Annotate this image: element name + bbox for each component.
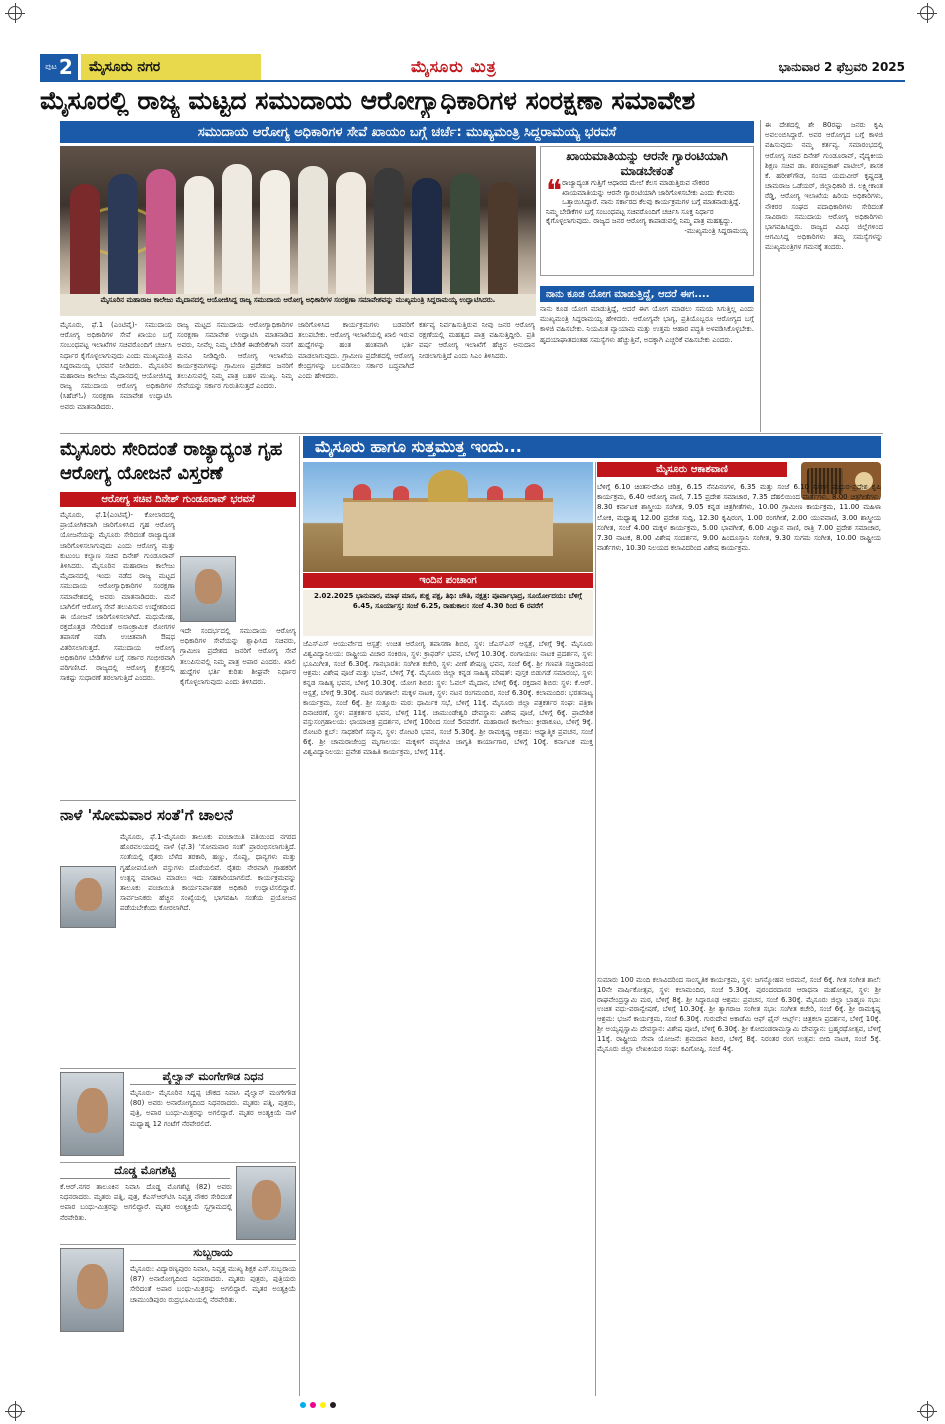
photo-person bbox=[374, 168, 404, 294]
color-swatches bbox=[300, 1402, 336, 1408]
lead-right-column: ಈ ದೇಶದಲ್ಲಿ ಶೇ 80ರಷ್ಟು ಜನರು ಕೃಷಿ ಅವಲಂಬಿಸಿದ್ದಾರೆ. ಅವರ ಆರೋಗ್ಯದ ಬಗ್ಗೆ ಕಾಳಜಿ ವಹಿಸುವುದು ನಮ್ಮ ಕರ್ತವ್ಯ. ಸಮಾರಂಭದಲ್ಲಿ ಆರೋಗ್ಯ ಸಚಿವ ದಿನೇಶ್ ಗುಂಡೂರಾವ್, ವೈದ್ಯಕೀಯ ಶಿಕ್ಷಣ ಸಚಿವ ಡಾ. ಶರಣಪ್ರಕಾಶ್ ಪಾಟೀಲ್, ಶಾಸಕ ಕೆ. ಹರೀಶ್‌ಗೌಡ, ಸಂಸದ ಯದುವೀರ್ ಕೃಷ್ಣದತ್ತ ಚಾಮರಾಜ ಒಡೆಯರ್, ಜಿಲ್ಲಾಧಿಕಾರಿ ಜಿ. ಲಕ್ಷ್ಮೀಕಾಂತ ರೆಡ್ಡಿ, ಆರೋಗ್ಯ ಇಲಾಖೆಯ ಹಿರಿಯ ಅಧಿಕಾರಿಗಳು, ನೌಕರರ ಸಂಘದ ಪದಾಧಿಕಾರಿಗಳು ಸೇರಿದಂತೆ ಸಾವಿರಾರು ಸಮುದಾಯ ಆರೋಗ್ಯ ಅಧಿಕಾರಿಗಳು ಭಾಗವಹಿಸಿದ್ದರು. ರಾಜ್ಯದ ವಿವಿಧ ಜಿಲ್ಲೆಗಳಿಂದ ಆಗಮಿಸಿದ್ದ ಅಧಿಕಾರಿಗಳು ತಮ್ಮ ಸಮಸ್ಯೆಗಳನ್ನು ಮುಖ್ಯಮಂತ್ರಿಗಳ ಗಮನಕ್ಕೆ ತಂದರು. bbox=[765, 121, 883, 252]
lead-photo bbox=[60, 146, 536, 294]
palace-dome bbox=[487, 486, 503, 500]
lead-body-column: ರಾಜ್ಯ ಮಟ್ಟದ ಸಮುದಾಯ ಆರೋಗ್ಯಾಧಿಕಾರಿಗಳ ಸಂರಕ್ಷಣಾ ಸಮಾವೇಶ ಉದ್ಘಾಟಿಸಿ ಮಾತನಾಡಿದ ಅವರು, ನೀವೆಲ್ಲ ನಿಮ್ಮ ಬೇಡಿಕೆ ಈಡೇರಿಕೆಗಾಗಿ ನನಗೆ ಮನವಿ ನೀಡಿದ್ದೀರಿ. ಆರೋಗ್ಯ ಇಲಾಖೆಯ ಕಾರ್ಯಕ್ರಮಗಳನ್ನು ಗ್ರಾಮೀಣ ಪ್ರದೇಶದ ಜನರಿಗೆ ತಲುಪಿಸುವಲ್ಲಿ ನಿಮ್ಮ ಪಾತ್ರ ಬಹಳ ಮುಖ್ಯ. ನಿಮ್ಮ ಸೇವೆಯನ್ನು ಸರ್ಕಾರ ಗುರುತಿಸುತ್ತದೆ ಎಂದರು. bbox=[177, 321, 293, 391]
photo-person bbox=[184, 176, 214, 294]
section-divider bbox=[60, 1162, 296, 1163]
column-divider bbox=[595, 462, 596, 1396]
registration-mark-icon bbox=[8, 6, 22, 20]
photo-person bbox=[298, 166, 328, 294]
palace-photo bbox=[303, 462, 593, 572]
quote-title: ಖಾಯಮಾತಿಯನ್ನು ಆರನೇ ಗ್ಯಾರಂಟಿಯಾಗಿ ಮಾಡಬೇಕಂತೆ bbox=[566, 149, 728, 178]
palace-dome bbox=[393, 486, 409, 500]
swatch-black bbox=[330, 1402, 336, 1408]
story2-headline: ಮೈಸೂರು ಸೇರಿದಂತೆ ರಾಜ್ಯಾದ್ಯಂತ ಗೃಹ ಆರೋಗ್ಯ ಯೋಜನೆ ವಿಸ್ತರಣೆ bbox=[60, 439, 283, 484]
obituary-face bbox=[252, 1180, 281, 1220]
page-label: ಪುಟ bbox=[45, 62, 57, 71]
photo-person bbox=[336, 172, 366, 294]
lead-body-column: ಮೈಸೂರು, ಫೆ.1 (ಎಂಟಿವೈ)- ಸಮುದಾಯ ಆರೋಗ್ಯ ಅಧಿಕಾರಿಗಳ ಸೇವೆ ಖಾಯಂ ಬಗ್ಗೆ ಸಂಬಂಧಪಟ್ಟ ಇಲಾಖೆಗಳ ಸಚಿವರೊಂದಿಗೆ ಚರ್ಚಿಸಿ ನಿರ್ಧಾರ ಕೈಗೊಳ್ಳಲಾಗುವುದು ಎಂದು ಮುಖ್ಯಮಂತ್ರಿ ಸಿದ್ದರಾಮಯ್ಯ ಭರವಸೆ ನೀಡಿದರು. ಮೈಸೂರಿನ ಮಹಾರಾಜ ಕಾಲೇಜು ಮೈದಾನದಲ್ಲಿ ಆಯೋಜಿಸಿದ್ದ ರಾಜ್ಯ ಸಮುದಾಯ ಆರೋಗ್ಯ ಅಧಿಕಾರಿಗಳ (ಸಿಹೆಚ್‌ಓ) ಸಂರಕ್ಷಣಾ ಸಮಾವೇಶ ಉದ್ಘಾಟಿಸಿ ಅವರು ಮಾತನಾಡಿದರು. bbox=[60, 321, 172, 411]
panchanga-label: ಇಂದಿನ ಪಂಚಾಂಗ bbox=[303, 573, 593, 588]
photo-person bbox=[450, 173, 480, 294]
quote-body: ರಾಜ್ಯಾದ್ಯಂತ ಗುತ್ತಿಗೆ ಆಧಾರದ ಮೇಲೆ ಕೆಲಸ ಮಾಡುತ್ತಿರುವ ನೌಕರರ ಖಾಯಮಾತಿಯನ್ನು ಆರನೇ ಗ್ಯಾರಂಟಿಯಾಗಿ ಜಾರಿಗೊಳಿಸಬೇಕು ಎಂದು ಕೆಲವರು ಒತ್ತಾಯಿಸಿದ್ದಾರೆ. ನಾನು ಸರ್ಕಾರದ ಕೆಲವು ಕಾರ್ಯಕ್ರಮಗಳ ಬಗ್ಗೆ ಮಾತನಾಡುತ್ತಿದ್ದೆ. ನಿಮ್ಮ ಬೇಡಿಕೆಗಳ ಬಗ್ಗೆ ಸಂಬಂಧಪಟ್ಟ ಸಚಿವರೊಂದಿಗೆ ಚರ್ಚಿಸಿ ಸೂಕ್ತ ನಿರ್ಧಾರ ಕೈಗೊಳ್ಳಲಾಗುವುದು. ರಾಜ್ಯದ ಜನರ ಆರೋಗ್ಯ ಕಾಪಾಡುವಲ್ಲಿ ನಿಮ್ಮ ಪಾತ್ರ ಮಹತ್ವದ್ದು. bbox=[546, 179, 741, 225]
minister-photo bbox=[180, 556, 236, 622]
page-badge bbox=[40, 54, 78, 80]
obituary-face bbox=[77, 1088, 108, 1133]
obituary-body: ಕೆ.ಆರ್.ನಗರ ತಾಲೂಕಿನ ನಿವಾಸಿ ದೊಡ್ಡ ಮೊಗಶೆಟ್ಟಿ (82) ಅವರು ನಿಧನರಾದರು. ಮೃತರು ಪತ್ನಿ, ಪುತ್ರ, ಕೆಎಸ್‌ಆರ್‌ಟಿಸಿ ನಿವೃತ್ತ ನೌಕರ ಸೇರಿದಂತೆ ಅಪಾರ ಬಂಧು-ಮಿತ್ರರನ್ನು ಅಗಲಿದ್ದಾರೆ. ಮೃತರ ಅಂತ್ಯಕ್ರಿಯೆ ಸ್ವಗ್ರಾಮದಲ್ಲಿ ನೆರವೇರಿತು. bbox=[60, 1183, 232, 1222]
page-number: 2 bbox=[58, 55, 73, 79]
section-divider bbox=[60, 1244, 296, 1245]
akashvani-box bbox=[597, 462, 881, 972]
yoga-box-title: ನಾನು ಕೂಡ ಯೋಗ ಮಾಡುತ್ತಿದ್ದೆ, ಆದರೆ ಈಗ.... bbox=[540, 286, 754, 302]
palace-building bbox=[343, 498, 553, 556]
story3-headline: ನಾಳೆ 'ಸೋಮವಾರ ಸಂತೆ'ಗೆ ಚಾಲನೆ bbox=[60, 806, 233, 824]
story3-face bbox=[75, 878, 102, 911]
lead-subhead: ಸಮುದಾಯ ಆರೋಗ್ಯ ಅಧಿಕಾರಿಗಳ ಸೇವೆ ಖಾಯಂ ಬಗ್ಗೆ ಚರ್ಚೆ: ಮುಖ್ಯಮಂತ್ರಿ ಸಿದ್ದರಾಮಯ್ಯ ಭರವಸೆ bbox=[60, 121, 754, 143]
palace-dome bbox=[428, 470, 468, 502]
swatch-cyan bbox=[300, 1402, 306, 1408]
photo-person bbox=[70, 184, 100, 294]
story3-body: ಮೈಸೂರು, ಫೆ.1-ಮೈಸೂರು ತಾಲೂಕು ಪಂಚಾಯಿತಿ ವತಿಯಿಂದ ನಗರದ ಹೊರವಲಯದಲ್ಲಿ ನಾಳೆ (ಫೆ.3) 'ಸೋಮವಾರ ಸಂತೆ' ಪ್ರಾರಂಭಿಸಲಾಗುತ್ತಿದೆ. ಸಂತೆಯಲ್ಲಿ ರೈತರು ಬೆಳೆದ ತರಕಾರಿ, ಹಣ್ಣು, ಸೊಪ್ಪು, ಧಾನ್ಯಗಳು ಮತ್ತು ಗೃಹೋಪಯೋಗಿ ವಸ್ತುಗಳು ದೊರೆಯಲಿವೆ. ರೈತರು ನೇರವಾಗಿ ಗ್ರಾಹಕರಿಗೆ ಉತ್ಪನ್ನ ಮಾರಾಟ ಮಾಡಲು ಇದು ಸಹಕಾರಿಯಾಗಲಿದೆ. ಕಾರ್ಯಕ್ರಮವನ್ನು ತಾಲೂಕು ಪಂಚಾಯಿತಿ ಕಾರ್ಯನಿರ್ವಾಹಕ ಅಧಿಕಾರಿ ಉದ್ಘಾಟಿಸಲಿದ್ದಾರೆ. ಸಾರ್ವಜನಿಕರು ಹೆಚ್ಚಿನ ಸಂಖ್ಯೆಯಲ್ಲಿ ಭಾಗವಹಿಸಿ ಸಂತೆಯ ಪ್ರಯೋಜನ ಪಡೆಯಬೇಕೆಂದು ಕೋರಲಾಗಿದೆ. bbox=[120, 833, 296, 913]
obituary-name: ಪೈಲ್ವಾನ್ ಮಂಗೇಗೌಡ ನಿಧನ bbox=[130, 1070, 296, 1085]
photo-person bbox=[488, 182, 518, 294]
minister-face bbox=[195, 569, 222, 604]
obituary-name: ದೊಡ್ಡ ಮೊಗಶೆಟ್ಟಿ bbox=[60, 1164, 230, 1179]
section-divider bbox=[60, 800, 296, 801]
issue-date: ಭಾನುವಾರ 2 ಫೆಬ್ರವರಿ 2025 bbox=[778, 59, 905, 74]
photo-person bbox=[412, 178, 442, 294]
obituary-body: ಮೈಸೂರು: ವಿದ್ಯಾರಣ್ಯಪುರಂ ನಿವಾಸಿ, ನಿವೃತ್ತ ಮುಖ್ಯ ಶಿಕ್ಷಕ ಎಸ್.ಸುಬ್ಬರಾಯ (87) ಅನಾರೋಗ್ಯದಿಂದ ನಿಧನರಾದರು. ಮೃತರು ಪುತ್ರರು, ಪುತ್ರಿಯರು ಸೇರಿದಂತೆ ಅಪಾರ ಬಂಧು-ಮಿತ್ರರನ್ನು ಅಗಲಿದ್ದಾರೆ. ಮೃತರ ಅಂತ್ಯಕ್ರಿಯೆ ಚಾಮುಂಡಿಪುರಂ ರುದ್ರಭೂಮಿಯಲ್ಲಿ ನೆರವೇರಿತು. bbox=[130, 1265, 296, 1304]
story2-kicker: ಆರೋಗ್ಯ ಸಚಿವ ದಿನೇಶ್ ಗುಂಡೂರಾವ್ ಭರವಸೆ bbox=[60, 492, 296, 507]
masthead bbox=[40, 54, 905, 82]
column-divider bbox=[299, 436, 300, 1396]
obituary-photo bbox=[60, 1072, 124, 1156]
obituary-body: ಮೈಸೂರು- ಮೈಸೂರಿನ ಸಿದ್ದಪ್ಪ ಚೌಕದ ನಿವಾಸಿ ಪೈಲ್ವಾನ್ ಮಂಗೇಗೌಡ (80) ಅವರು ಅನಾರೋಗ್ಯದಿಂದ ನಿಧನರಾದರು. ಮೃತರು ಪತ್ನಿ, ಪುತ್ರರು, ಪುತ್ರಿ, ಅಪಾರ ಬಂಧು-ಮಿತ್ರರನ್ನು ಅಗಲಿದ್ದಾರೆ. ಮೃತರ ಅಂತ್ಯಕ್ರಿಯೆ ನಾಳೆ ಮಧ್ಯಾಹ್ನ 12 ಗಂಟೆಗೆ ನೆರವೇರಲಿದೆ. bbox=[130, 1089, 296, 1128]
palace-dome bbox=[353, 484, 371, 500]
obituary-name: ಸುಬ್ಬರಾಯ bbox=[130, 1246, 296, 1261]
lead-photo-caption: ಮೈಸೂರಿನ ಮಹಾರಾಜ ಕಾಲೇಜು ಮೈದಾನದಲ್ಲಿ ಆಯೋಜಿಸಿದ್ದ ರಾಜ್ಯ ಸಮುದಾಯ ಆರೋಗ್ಯ ಅಧಿಕಾರಿಗಳ ಸಂರಕ್ಷಣಾ ಸಮಾವೇಶವನ್ನು ಮುಖ್ಯಮಂತ್ರಿ ಸಿದ್ದರಾಮಯ್ಯ ಉದ್ಘಾಟಿಸಿದರು. bbox=[60, 294, 536, 316]
registration-mark-icon bbox=[920, 1404, 934, 1418]
section-divider bbox=[60, 1068, 296, 1069]
akashvani-label: ಮೈಸೂರು ಆಕಾಶವಾಣಿ bbox=[597, 462, 787, 477]
events-listing: ಸುಮಾರು 100 ಮಂದಿ ಕಲಾವಿದರಿಂದ ಸಾಂಸ್ಕೃತಿಕ ಕಾರ್ಯಕ್ರಮ, ಸ್ಥಳ: ಜಗನ್ಮೋಹನ ಅರಮನೆ, ಸಂಜೆ 6ಕ್ಕೆ. ಗೀತ ಸಂಗೀತ ಶಾಲೆ: 10ನೇ ವಾರ್ಷಿಕೋತ್ಸವ, ಸ್ಥಳ: ಕಲಾಮಂದಿರ, ಸಂಜೆ 5.30ಕ್ಕೆ. ಪುರಂದರದಾಸರ ಆರಾಧನಾ ಮಹೋತ್ಸವ, ಸ್ಥಳ: ಶ್ರೀ ರಾಘವೇಂದ್ರಸ್ವಾಮಿ ಮಠ, ಬೆಳಿಗ್ಗೆ 8ಕ್ಕೆ. ಶ್ರೀ ಸಿದ್ಧಾರೂಢ ಆಶ್ರಮ: ಪ್ರವಚನ, ಸಂಜೆ 6.30ಕ್ಕೆ. ಮೈಸೂರು ಜಿಲ್ಲಾ ಬ್ರಾಹ್ಮಣ ಸಭಾ: ಉಚಿತ ವಧು-ವರಾನ್ವೇಷಣೆ, ಬೆಳಿಗ್ಗೆ 10.30ಕ್ಕೆ. ಶ್ರೀ ತ್ಯಾಗರಾಜ ಸಂಗೀತ ಸಭಾ: ಸಂಗೀತ ಕಚೇರಿ, ಸಂಜೆ 6ಕ್ಕೆ. ಶ್ರೀ ರಾಮಕೃಷ್ಣ ಆಶ್ರಮ: ಭಜನೆ ಕಾರ್ಯಕ್ರಮ, ಸಂಜೆ 6.30ಕ್ಕೆ. ಗುರುದೇವ ಅಕಾಡೆಮಿ ಆಫ್ ಫೈನ್ ಆರ್ಟ್ಸ್: ಚಿತ್ರಕಲಾ ಪ್ರದರ್ಶನ, ಬೆಳಿಗ್ಗೆ 10ಕ್ಕೆ. ಶ್ರೀ ಅಯ್ಯಪ್ಪಸ್ವಾಮಿ ದೇವಸ್ಥಾನ: ವಿಶೇಷ ಪೂಜೆ, ಬೆಳಿಗ್ಗೆ 6.30ಕ್ಕೆ. ಶ್ರೀ ಕೋದಂಡರಾಮಸ್ವಾಮಿ ದೇವಸ್ಥಾನ: ಬ್ರಹ್ಮರಥೋತ್ಸವ, ಬೆಳಿಗ್ಗೆ 11ಕ್ಕೆ. ರಾಷ್ಟ್ರೀಯ ಸೇವಾ ಯೋಜನೆ: ಶ್ರಮದಾನ ಶಿಬಿರ, ಬೆಳಿಗ್ಗೆ 8ಕ್ಕೆ. ನಿರಂತರ ರಂಗ ಉತ್ಸವ: ಬೀದಿ ನಾಟಕ, ಸಂಜೆ 5ಕ್ಕೆ. ಮೈಸೂರು ಜಿಲ್ಲಾ ಲೇಖಕಿಯರ ಸಂಘ: ಕವಿಗೋಷ್ಠಿ, ಸಂಜೆ 4ಕ್ಕೆ. bbox=[597, 976, 881, 1053]
paper-logo: ಮೈಸೂರು ಮಿತ್ರ bbox=[411, 57, 497, 76]
obituary-face bbox=[77, 1264, 108, 1309]
panchanga-text: 2.02.2025 ಭಾನುವಾರ, ಮಾಘ ಮಾಸ, ಶುಕ್ಲ ಪಕ್ಷ, ತಿಥಿ: ಚೌತಿ, ನಕ್ಷತ್ರ: ಪೂರ್ವಾಭಾದ್ರ, ಸೂರ್ಯೋದಯ: ಬೆಳಿಗ್ಗೆ 6.45, ಸೂರ್ಯಾಸ್ತ: ಸಂಜೆ 6.25, ರಾಹುಕಾಲ: ಸಂಜೆ 4.30 ರಿಂದ 6 ರವರೆಗೆ bbox=[303, 590, 593, 636]
obituary-photo bbox=[236, 1166, 296, 1240]
cm-quote-box bbox=[540, 146, 754, 276]
lead-headline: ಮೈಸೂರಲ್ಲಿ ರಾಜ್ಯ ಮಟ್ಟದ ಸಮುದಾಯ ಆರೋಗ್ಯಾಧಿಕಾರಿಗಳ ಸಂರಕ್ಷಣಾ ಸಮಾವೇಶ bbox=[40, 86, 696, 115]
lead-body-column: ಕರ್ತವ್ಯ ನಿರ್ವಹಿಸುತ್ತಿರುವ ನೀವು ಜನರ ಆರೋಗ್ಯ ರಕ್ಷಣೆಯಲ್ಲಿ ಮಹತ್ವದ ಪಾತ್ರ ವಹಿಸುತ್ತಿದ್ದೀರಿ. ಪ್ರತಿ ವರ್ಷ ಆರೋಗ್ಯ ಇಲಾಖೆಗೆ ಹೆಚ್ಚಿನ ಅನುದಾನ ನೀಡಲಾಗುತ್ತಿದೆ ಎಂದು ಸಿಎಂ ತಿಳಿಸಿದರು. bbox=[419, 321, 535, 360]
story3-photo bbox=[60, 866, 116, 928]
lead-body-column: ಜಾರಿಗೊಳಿಸಿದ ಕಾರ್ಯಕ್ರಮಗಳು ಬಡವರಿಗೆ ತಲುಪಬೇಕು. ಆರೋಗ್ಯ ಇಲಾಖೆಯಲ್ಲಿ ಖಾಲಿ ಇರುವ ಹುದ್ದೆಗಳನ್ನು ಹಂತ ಹಂತವಾಗಿ ಭರ್ತಿ ಮಾಡಲಾಗುವುದು. ಗ್ರಾಮೀಣ ಪ್ರದೇಶದಲ್ಲಿ ಆರೋಗ್ಯ ಕೇಂದ್ರಗಳನ್ನು ಬಲಪಡಿಸಲು ಸರ್ಕಾರ ಬದ್ಧವಾಗಿದೆ ಎಂದು ಹೇಳಿದರು. bbox=[298, 321, 414, 381]
section-name: ಮೈಸೂರು ನಗರ bbox=[81, 54, 261, 80]
photo-person bbox=[222, 164, 252, 294]
registration-mark-icon bbox=[8, 1404, 22, 1418]
registration-mark-icon bbox=[920, 6, 934, 20]
events-listing: ಜೆಎಸ್‌ಎಸ್ ಆಯುರ್ವೇದ ಆಸ್ಪತ್ರೆ: ಉಚಿತ ಆರೋಗ್ಯ ತಪಾಸಣಾ ಶಿಬಿರ, ಸ್ಥಳ: ಜೆಎಸ್‌ಎಸ್ ಆಸ್ಪತ್ರೆ, ಬೆಳಿಗ್ಗೆ 9ಕ್ಕೆ. ಮೈಸೂರು ವಿಶ್ವವಿದ್ಯಾನಿಲಯ: ರಾಷ್ಟ್ರೀಯ ವಿಚಾರ ಸಂಕಿರಣ, ಸ್ಥಳ: ಕ್ರಾಫರ್ಡ್ ಭವನ, ಬೆಳಿಗ್ಗೆ 10.30ಕ್ಕೆ. ರಂಗಾಯಣ: ನಾಟಕ ಪ್ರದರ್ಶನ, ಸ್ಥಳ: ಭೂಮಿಗೀತ, ಸಂಜೆ 6.30ಕ್ಕೆ. ಗಾನಭಾರತಿ: ಸಂಗೀತ ಕಚೇರಿ, ಸ್ಥಳ: ವೀಣೆ ಶೇಷಣ್ಣ ಭವನ, ಸಂಜೆ 6ಕ್ಕೆ. ಶ್ರೀ ಗಣಪತಿ ಸಚ್ಚಿದಾನಂದ ಆಶ್ರಮ: ವಿಶೇಷ ಪೂಜೆ ಮತ್ತು ಭಜನೆ, ಬೆಳಿಗ್ಗೆ 7ಕ್ಕೆ. ಮೈಸೂರು ಜಿಲ್ಲಾ ಕನ್ನಡ ಸಾಹಿತ್ಯ ಪರಿಷತ್: ಪುಸ್ತಕ ಬಿಡುಗಡೆ ಸಮಾರಂಭ, ಸ್ಥಳ: ಕನ್ನಡ ಸಾಹಿತ್ಯ ಭವನ, ಬೆಳಿಗ್ಗೆ 10.30ಕ್ಕೆ. ಯೋಗ ಶಿಬಿರ: ಸ್ಥಳ: ಓವಲ್ ಮೈದಾನ, ಬೆಳಿಗ್ಗೆ 6ಕ್ಕೆ. ರಕ್ತದಾನ ಶಿಬಿರ: ಸ್ಥಳ: ಕೆ.ಆರ್. ಆಸ್ಪತ್ರೆ, ಬೆಳಿಗ್ಗೆ 9.30ಕ್ಕೆ. ನಟನ ರಂಗಶಾಲೆ: ಮಕ್ಕಳ ನಾಟಕ, ಸ್ಥಳ: ನಟನ ರಂಗಮಂದಿರ, ಸಂಜೆ 6.30ಕ್ಕೆ. ಕಲಾಮಂದಿರ: ಭರತನಾಟ್ಯ ಕಾರ್ಯಕ್ರಮ, ಸಂಜೆ 6ಕ್ಕೆ. ಶ್ರೀ ಸುತ್ತೂರು ಮಠ: ಧಾರ್ಮಿಕ ಸಭೆ, ಬೆಳಿಗ್ಗೆ 11ಕ್ಕೆ. ಮೈಸೂರು ಜಿಲ್ಲಾ ಪತ್ರಕರ್ತರ ಸಂಘ: ಪತ್ರಿಕಾ ದಿನಾಚರಣೆ, ಸ್ಥಳ: ಪತ್ರಕರ್ತರ ಭವನ, ಬೆಳಿಗ್ಗೆ 11ಕ್ಕೆ. ಚಾಮುಂಡೇಶ್ವರಿ ದೇವಸ್ಥಾನ: ವಿಶೇಷ ಪೂಜೆ, ಬೆಳಿಗ್ಗೆ 6ಕ್ಕೆ. ಪ್ರಾದೇಶಿಕ ವಸ್ತುಸಂಗ್ರಹಾಲಯ: ಛಾಯಾಚಿತ್ರ ಪ್ರದರ್ಶನ, ಬೆಳಿಗ್ಗೆ 10ರಿಂದ ಸಂಜೆ 5ರವರೆಗೆ. ಮಹಾರಾಣಿ ಕಾಲೇಜು: ಕ್ರೀಡಾಕೂಟ, ಬೆಳಿಗ್ಗೆ 9ಕ್ಕೆ. ರೋಟರಿ ಕ್ಲಬ್: ಸಾಧಕರಿಗೆ ಸನ್ಮಾನ, ಸ್ಥಳ: ರೋಟರಿ ಭವನ, ಸಂಜೆ 5.30ಕ್ಕೆ. ಶ್ರೀ ರಾಮಕೃಷ್ಣ ಆಶ್ರಮ: ಆಧ್ಯಾತ್ಮಿಕ ಪ್ರವಚನ, ಸಂಜೆ 6ಕ್ಕೆ. ಶ್ರೀ ಚಾಮರಾಜೇಂದ್ರ ಮೃಗಾಲಯ: ಮಕ್ಕಳಿಗೆ ವನ್ಯಜೀವಿ ಜಾಗೃತಿ ಕಾರ್ಯಾಗಾರ, ಬೆಳಿಗ್ಗೆ 10ಕ್ಕೆ. ಕರ್ನಾಟಕ ಮುಕ್ತ ವಿಶ್ವವಿದ್ಯಾನಿಲಯ: ಪ್ರವೇಶ ಮಾಹಿತಿ ಕಾರ್ಯಕ್ರಮ, ಬೆಳಿಗ್ಗೆ 11ಕ್ಕೆ. bbox=[303, 640, 593, 756]
palace-dome bbox=[525, 484, 543, 500]
swatch-magenta bbox=[310, 1402, 316, 1408]
obituary-photo bbox=[60, 1248, 124, 1332]
today-section-title: ಮೈಸೂರು ಹಾಗೂ ಸುತ್ತಮುತ್ತ ಇಂದು... bbox=[303, 436, 881, 458]
quote-signature: -ಮುಖ್ಯಮಂತ್ರಿ ಸಿದ್ದರಾಮಯ್ಯ bbox=[684, 226, 748, 235]
story2-body-continued: ಇದೇ ಸಂದರ್ಭದಲ್ಲಿ ಸಮುದಾಯ ಆರೋಗ್ಯ ಅಧಿಕಾರಿಗಳ ಸೇವೆಯನ್ನು ಶ್ಲಾಘಿಸಿದ ಸಚಿವರು, ಗ್ರಾಮೀಣ ಪ್ರದೇಶದ ಜನರಿಗೆ ಆರೋಗ್ಯ ಸೇವೆ ತಲುಪಿಸುವಲ್ಲಿ ನಿಮ್ಮ ಪಾತ್ರ ಅಪಾರ ಎಂದರು. ಖಾಲಿ ಹುದ್ದೆಗಳ ಭರ್ತಿ ಕುರಿತು ಶೀಘ್ರವೇ ನಿರ್ಧಾರ ಕೈಗೊಳ್ಳಲಾಗುವುದು ಎಂದು ತಿಳಿಸಿದರು. bbox=[180, 627, 296, 687]
column-divider bbox=[760, 120, 761, 432]
quote-mark-icon: ❝ bbox=[546, 174, 563, 209]
akashvani-schedule: ಬೆಳಿಗ್ಗೆ 6.10 ಚಿಂತನ-ದೇವಿ ಚರಿತ್ರ, 6.15 ನೆನಪಿನಂಗಳ, 6.35 ಮತ್ತು ಸಂಜೆ 6.10 ನಿಸರ್ಗ ಮಧುರ-ಪ್ರದೇಶ ಕೃಷಿ ಕಾರ್ಯಕ್ರಮ, 6.40 ಆರೋಗ್ಯ ವಾಣಿ, 7.15 ಪ್ರದೇಶ ಸಮಾಚಾರ, 7.35 ದೆಹಲಿಯಿಂದ ವಾರ್ತೆಗಳು, 8.00 ಚಿತ್ರಗೀತೆಗಳು, 8.30 ಕರ್ನಾಟಕ ಶಾಸ್ತ್ರೀಯ ಸಂಗೀತ, 9.05 ಕನ್ನಡ ಚಿತ್ರಗೀತೆಗಳು, 10.00 ಗ್ರಾಮೀಣ ಕಾರ್ಯಕ್ರಮ, 11.00 ಮಹಿಳಾ ಲೋಕ, ಮಧ್ಯಾಹ್ನ 12.00 ಪ್ರದೇಶ ಸುದ್ದಿ, 12.30 ಕೃಷಿರಂಗ, 1.00 ರಂಗಗೀತೆ, 2.00 ಯುವವಾಣಿ, 3.00 ಶಾಸ್ತ್ರೀಯ ಸಂಗೀತ, ಸಂಜೆ 4.00 ಮಕ್ಕಳ ಕಾರ್ಯಕ್ರಮ, 5.00 ಭಾವಗೀತೆ, 6.00 ವಿಜ್ಞಾನ ವಾಣಿ, ರಾತ್ರಿ 7.00 ಪ್ರದೇಶ ಸಮಾಚಾರ, 7.30 ನಾಟಕ, 8.00 ವಿಶೇಷ ಸಂದರ್ಶನ, 9.00 ಹಿಂದೂಸ್ತಾನಿ ಸಂಗೀತ, 9.30 ಸುಗಮ ಸಂಗೀತ, 10.00 ರಾಷ್ಟ್ರೀಯ ವಾರ್ತೆಗಳು, 10.30 ನಿಲಯದ ಕಲಾವಿದರಿಂದ ವಿಶೇಷ ಕಾರ್ಯಕ್ರಮ. bbox=[597, 483, 881, 553]
photo-person bbox=[146, 169, 176, 294]
section-divider bbox=[60, 433, 883, 434]
photo-person bbox=[108, 174, 138, 294]
yoga-box-body: ನಾನು ಕೂಡ ಯೋಗ ಮಾಡುತ್ತಿದ್ದೆ, ಆದರೆ ಈಗ ಯೋಗ ಮಾಡಲು ಸಮಯ ಸಿಗುತ್ತಿಲ್ಲ ಎಂದು ಮುಖ್ಯಮಂತ್ರಿ ಸಿದ್ದರಾಮಯ್ಯ ಹೇಳಿದರು. ಆರೋಗ್ಯವೇ ಭಾಗ್ಯ, ಪ್ರತಿಯೊಬ್ಬರೂ ಆರೋಗ್ಯದ ಬಗ್ಗೆ ಕಾಳಜಿ ವಹಿಸಬೇಕು. ನಿಯಮಿತ ವ್ಯಾಯಾಮ ಮತ್ತು ಉತ್ತಮ ಆಹಾರ ಪದ್ಧತಿ ಅಳವಡಿಸಿಕೊಳ್ಳಬೇಕು. ಹೃದಯಾಘಾತದಂತಹ ಸಮಸ್ಯೆಗಳು ಹೆಚ್ಚುತ್ತಿವೆ, ಅದಕ್ಕಾಗಿ ಎಚ್ಚರಿಕೆ ವಹಿಸಬೇಕು ಎಂದರು. bbox=[540, 305, 754, 344]
photo-person bbox=[260, 170, 290, 294]
swatch-yellow bbox=[320, 1402, 326, 1408]
story2-body: ಮೈಸೂರು, ಫೆ.1(ಎಂಟಿವೈ)- ಕೋಲಾರದಲ್ಲಿ ಪ್ರಾಯೋಗಿಕವಾಗಿ ಜಾರಿಗೊಳಿಸಿದ ಗೃಹ ಆರೋಗ್ಯ ಯೋಜನೆಯನ್ನು ಮೈಸೂರು ಸೇರಿದಂತೆ ರಾಜ್ಯಾದ್ಯಂತ ಜಾರಿಗೊಳಿಸಲಾಗುವುದು ಎಂದು ಆರೋಗ್ಯ ಮತ್ತು ಕುಟುಂಬ ಕಲ್ಯಾಣ ಸಚಿವ ದಿನೇಶ್ ಗುಂಡೂರಾವ್ ತಿಳಿಸಿದರು. ಮೈಸೂರಿನ ಮಹಾರಾಜ ಕಾಲೇಜು ಮೈದಾನದಲ್ಲಿ ಇಂದು ನಡೆದ ರಾಜ್ಯ ಮಟ್ಟದ ಸಮುದಾಯ ಆರೋಗ್ಯಾಧಿಕಾರಿಗಳ ಸಂರಕ್ಷಣಾ ಸಮಾವೇಶದಲ್ಲಿ ಅವರು ಮಾತನಾಡಿದರು. ಮನೆ ಬಾಗಿಲಿಗೆ ಆರೋಗ್ಯ ಸೇವೆ ತಲುಪಿಸುವ ಉದ್ದೇಶದಿಂದ ಈ ಯೋಜನೆ ಜಾರಿಗೊಳಿಸಲಾಗಿದೆ. ಮಧುಮೇಹ, ರಕ್ತದೊತ್ತಡ ಸೇರಿದಂತೆ ಅಸಾಂಕ್ರಾಮಿಕ ರೋಗಗಳ ತಪಾಸಣೆ ನಡೆಸಿ ಉಚಿತವಾಗಿ ಔಷಧ ವಿತರಿಸಲಾಗುತ್ತದೆ. ಸಮುದಾಯ ಆರೋಗ್ಯ ಅಧಿಕಾರಿಗಳ ಬೇಡಿಕೆಗಳ ಬಗ್ಗೆ ಸರ್ಕಾರ ಗಂಭೀರವಾಗಿ ಪರಿಗಣಿಸಿದೆ. ರಾಜ್ಯದಲ್ಲಿ ಆರೋಗ್ಯ ಕ್ಷೇತ್ರದಲ್ಲಿ ಸಾಕಷ್ಟು ಸುಧಾರಣೆ ತರಲಾಗುತ್ತಿದೆ ಎಂದರು. bbox=[60, 511, 175, 683]
